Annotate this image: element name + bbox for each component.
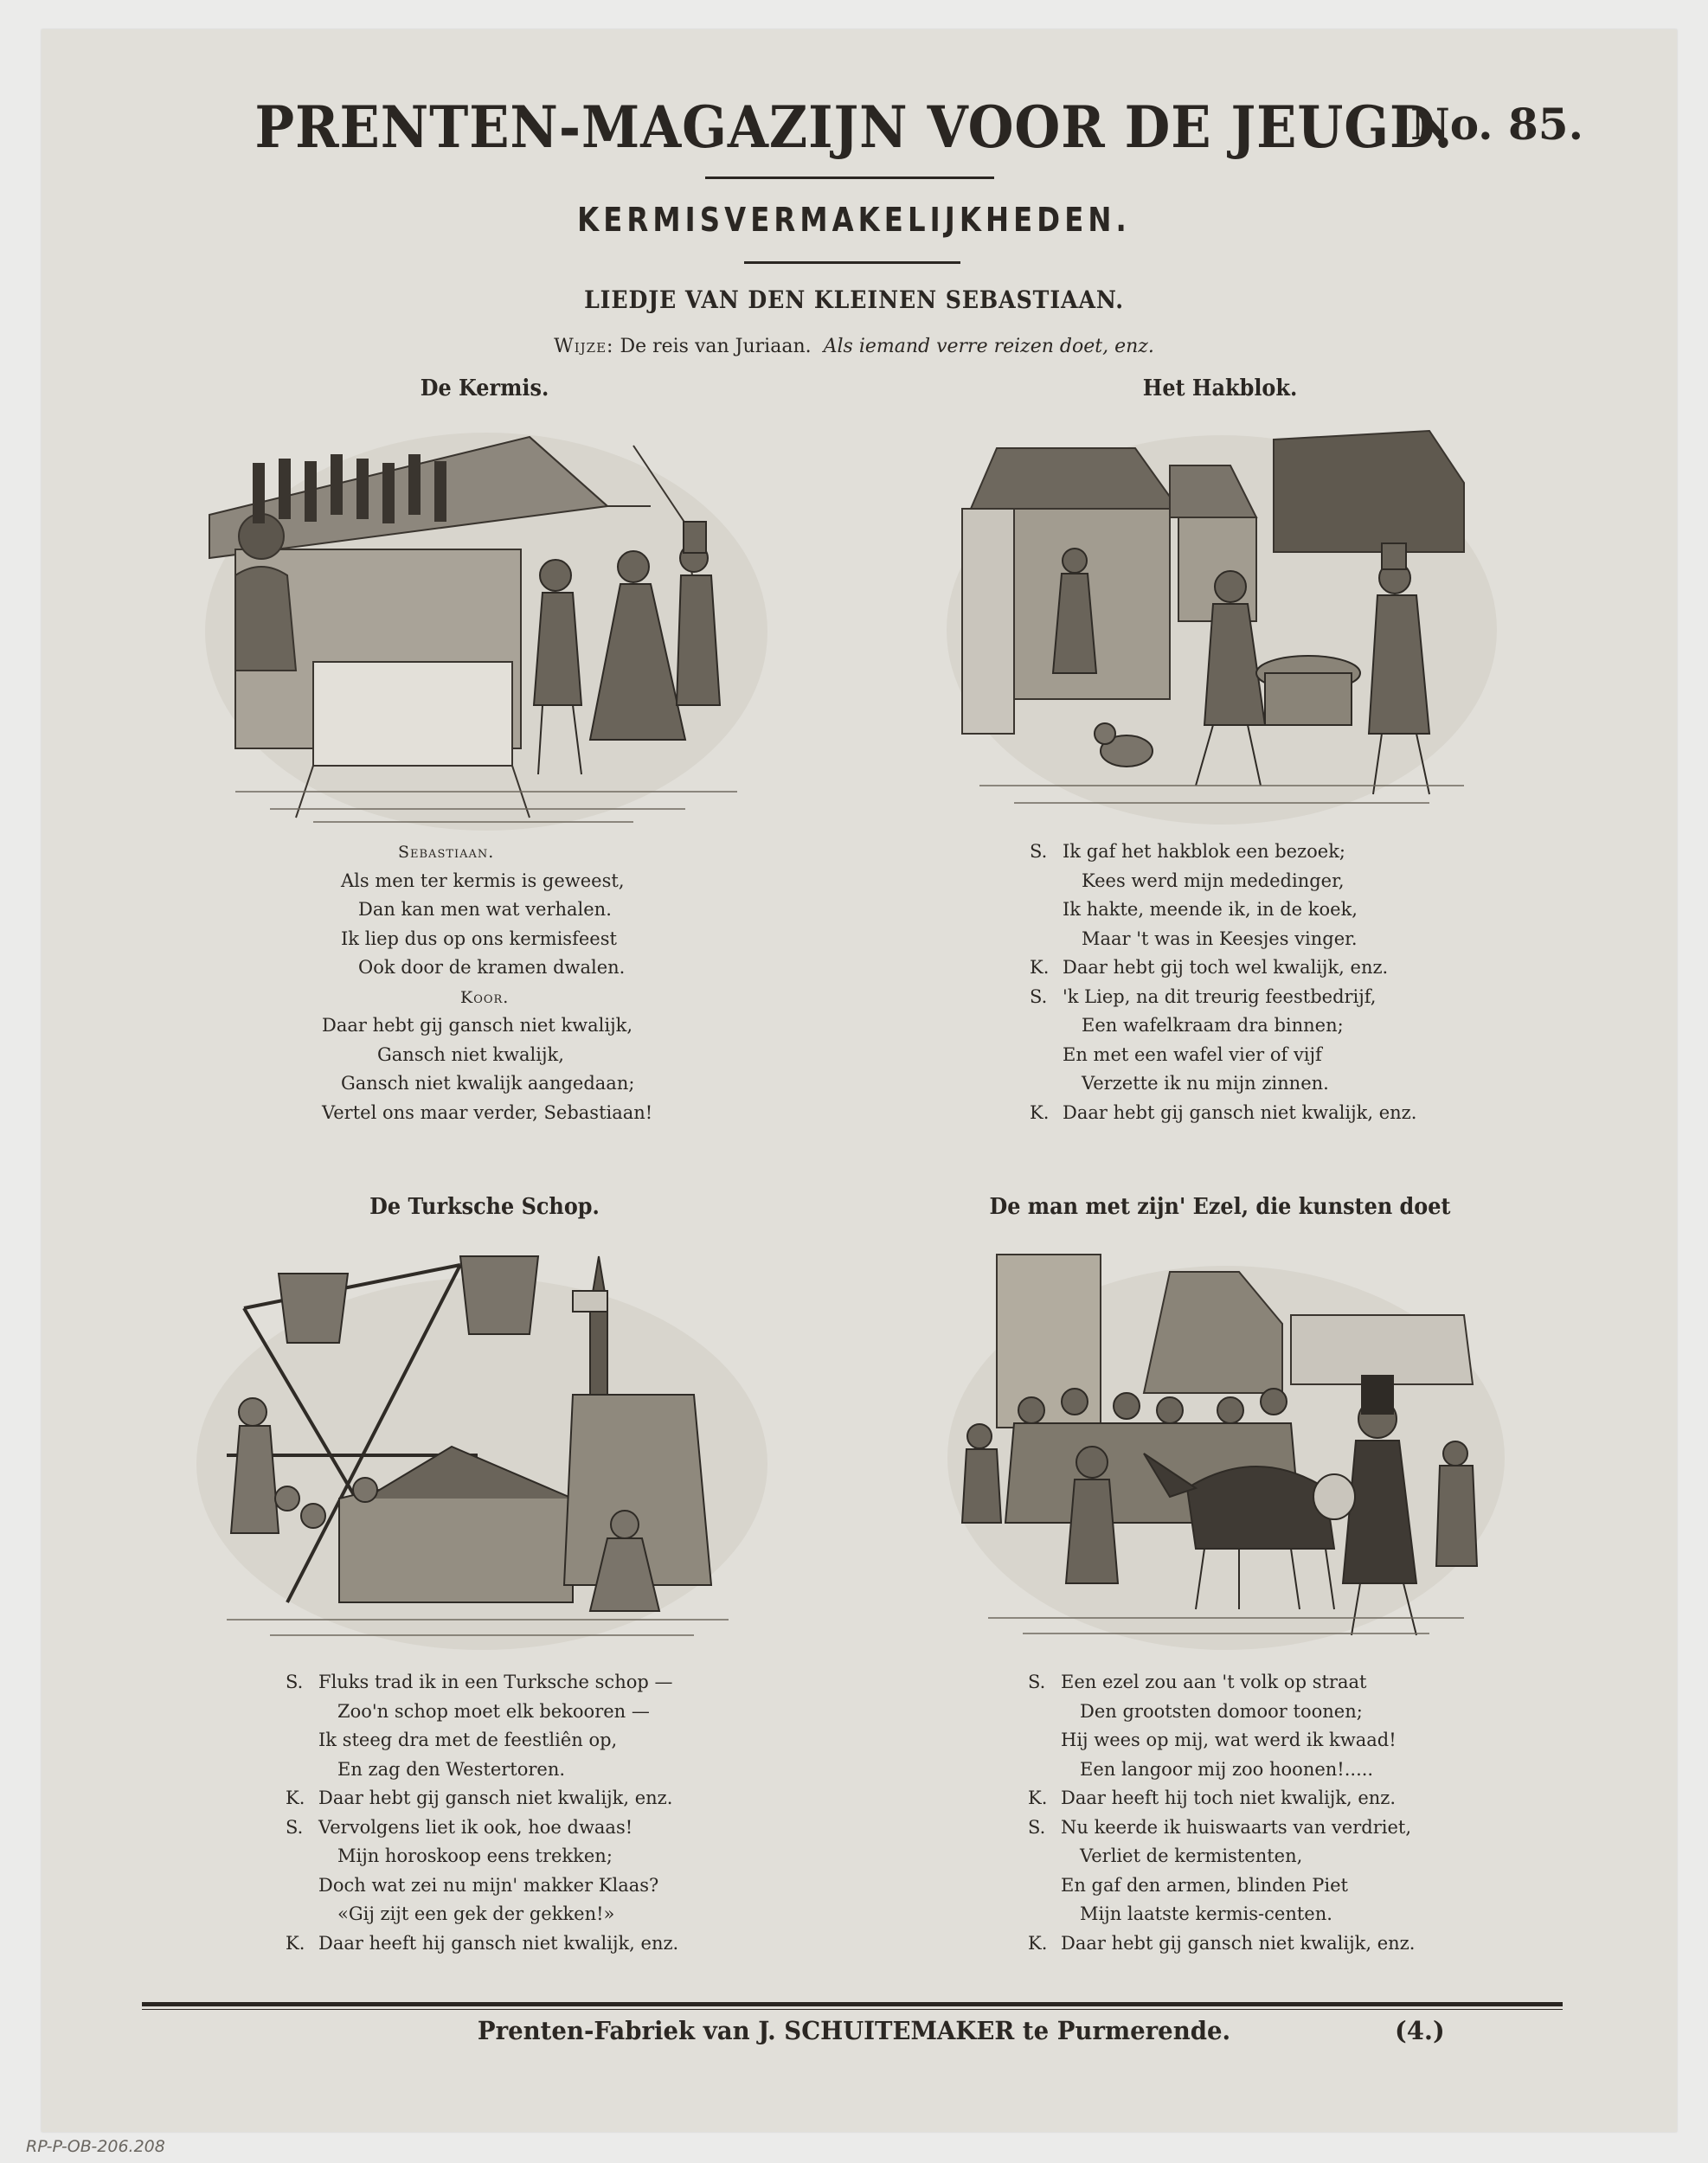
verse-line: Kees werd mijn mededinger, bbox=[1082, 870, 1345, 891]
verse-line: K. Daar hebt gij gansch niet kwalijk, enz. bbox=[1030, 1099, 1428, 1128]
verse-line: Als men ter kermis is geweest, bbox=[341, 870, 625, 891]
panel-3-heading: De Turksche Schop. bbox=[369, 1194, 600, 1220]
verse-line: Dan kan men wat verhalen. bbox=[358, 899, 612, 920]
footer-rule-thick bbox=[142, 2002, 1563, 2006]
verse-line: Gansch niet kwalijk, bbox=[377, 1043, 564, 1065]
verse-line: K. Daar hebt gij gansch niet kwalijk, enz. bbox=[1028, 1929, 1435, 1959]
verse-line bbox=[322, 983, 685, 1012]
title-divider bbox=[705, 177, 994, 179]
chorus-label: Koor. bbox=[460, 987, 510, 1007]
verse-line: Daar hebt gij gansch niet kwalijk, bbox=[322, 1015, 633, 1036]
verse-line: S. 'k Liep, na dit treurig feestbedrijf, bbox=[1030, 983, 1428, 1012]
subtitle-divider bbox=[744, 261, 960, 264]
inventory-annotation: RP-P-OB-206.208 bbox=[26, 2137, 165, 2156]
song-title: LIEDJE VAN DEN KLEINEN SEBASTIAAN. bbox=[584, 286, 1124, 314]
verse-line: En gaf den armen, blinden Piet bbox=[1061, 1874, 1348, 1896]
tune-label: Wijze: bbox=[554, 336, 614, 357]
verse-line: Maar 't was in Keesjes vinger. bbox=[1082, 927, 1358, 949]
verse-line: Ik steeg dra met de feestliên op, bbox=[318, 1730, 618, 1750]
verse-line bbox=[322, 838, 685, 867]
speaker-mark: S. bbox=[1030, 985, 1048, 1007]
panel-1-verse bbox=[322, 838, 685, 1127]
speaker-mark: K. bbox=[1028, 1932, 1048, 1954]
speaker-mark: S. bbox=[286, 1816, 304, 1838]
verse-line: Hij wees op mij, wat werd ik kwaad! bbox=[1061, 1730, 1397, 1750]
verse-line: Een wafelkraam dra binnen; bbox=[1082, 1015, 1344, 1036]
donkey-show-illustration bbox=[945, 1237, 1507, 1653]
panel-2-heading: Het Hakblok. bbox=[1142, 375, 1298, 401]
tune-name: De reis van Juriaan. bbox=[620, 336, 812, 357]
verse-line: Ik hakte, meende ik, in de koek, bbox=[1063, 899, 1358, 920]
speaker-mark: S. bbox=[1028, 1672, 1046, 1692]
verse-line: Ook door de kramen dwalen. bbox=[358, 957, 626, 978]
panel-2-verse bbox=[1030, 838, 1428, 1127]
speaker-mark: S. bbox=[1028, 1816, 1046, 1838]
verse-line: Verliet de kermistenten, bbox=[1080, 1845, 1303, 1866]
chopping-block-illustration bbox=[945, 414, 1499, 829]
verse-line: Mijn laatste kermis-centen. bbox=[1080, 1903, 1332, 1924]
speaker-mark: K. bbox=[286, 1932, 305, 1954]
page-title: PRENTEN-MAGAZIJN VOOR DE JEUGD. bbox=[254, 93, 1454, 161]
speaker-mark: S. bbox=[286, 1672, 304, 1692]
verse-line: Een langoor mij zoo hoonen!..... bbox=[1080, 1758, 1374, 1780]
verse-line: K. Daar heeft hij toch niet kwalijk, enz. bbox=[1028, 1784, 1435, 1813]
issue-number: No. 85. bbox=[1410, 99, 1583, 150]
subtitle: KERMISVERMAKELIJKHEDEN. bbox=[577, 201, 1131, 239]
speaker-mark: K. bbox=[1030, 1101, 1050, 1123]
verse-line: Gansch niet kwalijk aangedaan; bbox=[341, 1073, 635, 1094]
tune-line bbox=[0, 336, 1708, 357]
verse-line: Mijn horoskoop eens trekken; bbox=[337, 1845, 613, 1866]
speaker-mark: K. bbox=[1028, 1788, 1048, 1808]
verse-line: S. Ik gaf het hakblok een bezoek; bbox=[1030, 838, 1428, 867]
verse-line: S. Nu keerde ik huiswaarts van verdriet, bbox=[1028, 1813, 1435, 1843]
verse-line: K. Daar heeft hij gansch niet kwalijk, enz. bbox=[286, 1929, 684, 1959]
panel-3-verse bbox=[286, 1668, 684, 1958]
verse-line: K. Daar hebt gij gansch niet kwalijk, enz. bbox=[286, 1784, 684, 1813]
verse-line: S. Fluks trad ik in een Turksche schop — bbox=[286, 1668, 684, 1698]
panel-4-verse bbox=[1028, 1668, 1435, 1958]
speaker-label: Sebastiaan. bbox=[398, 843, 495, 862]
verse-line: K. Daar hebt gij toch wel kwalijk, enz. bbox=[1030, 953, 1428, 983]
verse-line: Ik liep dus op ons kermisfeest bbox=[341, 927, 617, 949]
verse-line: Vertel ons maar verder, Sebastiaan! bbox=[322, 1101, 653, 1123]
panel-4-heading: De man met zijn' Ezel, die kunsten doet bbox=[989, 1194, 1451, 1220]
verse-line: S. Vervolgens liet ik ook, hoe dwaas! bbox=[286, 1813, 684, 1843]
page-number: (4.) bbox=[1395, 2016, 1445, 2045]
panel-1-heading: De Kermis. bbox=[420, 375, 549, 401]
tune-alt: Als iemand verre reizen doet, enz. bbox=[823, 336, 1154, 357]
speaker-mark: K. bbox=[1030, 957, 1050, 978]
market-stall-illustration bbox=[201, 411, 772, 835]
speaker-mark: S. bbox=[1030, 841, 1048, 862]
verse-line: Den grootsten domoor toonen; bbox=[1080, 1700, 1363, 1722]
verse-line: Doch wat zei nu mijn' makker Klaas? bbox=[318, 1874, 659, 1896]
verse-line: S. Een ezel zou aan 't volk op straat bbox=[1028, 1668, 1435, 1698]
speaker-mark: K. bbox=[286, 1788, 305, 1808]
verse-line: En zag den Westertoren. bbox=[337, 1758, 566, 1780]
verse-line: En met een wafel vier of vijf bbox=[1063, 1043, 1322, 1065]
ferris-wheel-illustration bbox=[192, 1239, 772, 1654]
verse-line: Zoo'n schop moet elk bekooren — bbox=[337, 1700, 650, 1722]
verse-line: «Gij zijt een gek der gekken!» bbox=[337, 1903, 615, 1924]
footer-rule-thin bbox=[142, 2009, 1563, 2010]
publisher-line: Prenten-Fabriek van J. SCHUITEMAKER te Purmerende. bbox=[477, 2016, 1231, 2045]
verse-line: Verzette ik nu mijn zinnen. bbox=[1082, 1073, 1329, 1094]
